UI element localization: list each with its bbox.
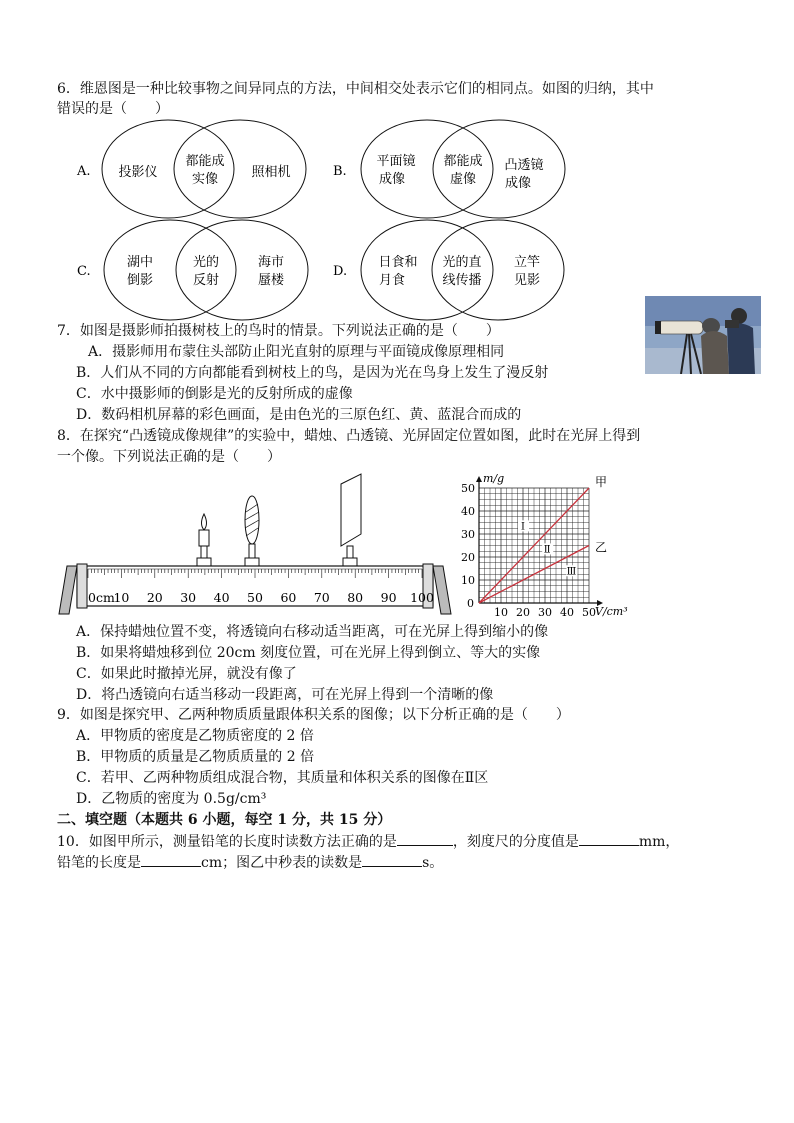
q9-option-b: B．甲物质的质量是乙物质质量的 2 倍: [76, 749, 315, 765]
q8-stem-line1: 8．在探究“凸透镜成像规律”的实验中，蜡烛、凸透镜、光屏固定位置如图，此时在光屏上得到: [57, 428, 641, 444]
y-tick-label: 30: [461, 528, 475, 541]
ruler-label: 20: [146, 590, 163, 605]
q10-line1-part-a: 10．如图甲所示，测量铅笔的长度时读数方法正确的是: [57, 834, 397, 850]
origin-label: 0: [467, 597, 474, 610]
venn-a-letter: A.: [77, 164, 91, 179]
q6-stem-line1: 6．维恩图是一种比较事物之间异同点的方法，中间相交处表示它们的相同点。如图的归纳，其中: [57, 81, 654, 97]
q10-blank-1[interactable]: [397, 831, 453, 846]
q10-line1-part-b: ，刻度尺的分度值是: [452, 834, 579, 850]
x-tick-label: 50: [582, 606, 596, 619]
q7-option-d: D．数码相机屏幕的彩色画面，是由色光的三原色红、黄、蓝混合而成的: [76, 407, 522, 423]
venn-d-middle-text-2: 线传播: [442, 273, 482, 288]
candle-flame: [202, 514, 207, 530]
section-2-title: 二、填空题（本题共 6 小题，每空 1 分，共 15 分）: [57, 812, 392, 828]
venn-b-left-circle: [361, 120, 493, 218]
venn-b-middle-text-2: 虚像: [449, 172, 477, 187]
optical-bench-diagram: [55, 470, 455, 620]
ruler-label: 70: [313, 590, 330, 605]
q10-line2-part-b: cm；图乙中秒表的读数是: [201, 855, 363, 871]
q6-stem-line2: 错误的是（ ）: [57, 101, 169, 117]
ruler-label: 10: [113, 590, 130, 605]
venn-a-middle-text-1: 都能成: [185, 154, 225, 169]
q10-blank-4[interactable]: [362, 852, 422, 867]
q9-stem: 9．如图是探究甲、乙两种物质质量跟体积关系的图像；以下分析正确的是（ ）: [57, 707, 570, 723]
venn-c-letter: C.: [77, 264, 91, 279]
q7-option-b: B．人们从不同的方向都能看到树枝上的鸟，是因为光在鸟身上发生了漫反射: [76, 365, 549, 381]
venn-d-left-text-1: 日食和: [378, 255, 418, 270]
q8-option-c: C．如果此时撤掉光屏，就没有像了: [76, 666, 297, 682]
venn-d-right-text-1: 立竿: [513, 255, 541, 270]
venn-b-letter: B.: [333, 164, 347, 179]
y-tick-label: 50: [461, 482, 475, 495]
q9-option-c: C．若甲、乙两种物质组成混合物，其质量和体积关系的图像在Ⅱ区: [76, 770, 489, 786]
y-axis-arrow: [476, 476, 482, 482]
venn-a-right-text: 照相机: [251, 165, 291, 180]
venn-b: [333, 120, 565, 218]
x-tick-label: 20: [516, 606, 530, 619]
ruler-label: 90: [380, 590, 397, 605]
q8-stem-line2: 一个像。下列说法正确的是（ ）: [57, 449, 281, 465]
venn-c-left-circle: [104, 220, 236, 320]
venn-c-right-text-2: 蜃楼: [257, 273, 285, 288]
venn-a-left-text: 投影仪: [118, 165, 158, 180]
q7-stem: 7．如图是摄影师拍摄树枝上的鸟时的情景。下列说法正确的是（ ）: [57, 323, 500, 339]
q10-line2-part-c: s。: [422, 855, 444, 871]
y-tick-label: 40: [461, 505, 475, 518]
q9-option-d: D．乙物质的密度为 0.5g/cm³: [76, 791, 267, 807]
venn-d-left-text-2: 月食: [378, 273, 406, 288]
venn-c-left-text-2: 倒影: [126, 273, 154, 288]
venn-d-right-text-2: 见影: [513, 273, 541, 288]
q7-option-a: A．摄影师用布蒙住头部防止阳光直射的原理与平面镜成像原理相同: [88, 344, 505, 360]
region-label: Ⅰ: [521, 521, 525, 533]
y-tick-label: 10: [461, 574, 475, 587]
venn-d-right-circle: [432, 220, 564, 320]
venn-d-left-circle: [361, 220, 493, 320]
region-label: Ⅱ: [543, 544, 551, 556]
mass-volume-chart: [455, 470, 635, 620]
x-tick-label: 40: [560, 606, 574, 619]
venn-d-middle-text-1: 光的直: [442, 255, 482, 270]
ruler-label: 50: [247, 590, 263, 605]
q8-option-d: D．将凸透镜向右适当移动一段距离，可在光屏上得到一个清晰的像: [76, 687, 494, 703]
venn-b-right-text-2: 成像: [504, 176, 532, 191]
venn-b-left-text-2: 成像: [378, 172, 406, 187]
x-axis-label: V/cm³: [595, 605, 628, 618]
q8-option-a: A．保持蜡烛位置不变，将透镜向右移动适当距离，可在光屏上得到缩小的像: [76, 624, 549, 640]
x-tick-label: 30: [538, 606, 552, 619]
photographer-photo: [645, 296, 761, 374]
venn-c-right-text-1: 海市: [257, 255, 285, 270]
ruler-label: 80: [347, 590, 364, 605]
ruler-label: 0cm: [88, 590, 115, 605]
venn-b-left-text-1: 平面镜: [376, 154, 416, 169]
series-label: 甲: [595, 475, 608, 489]
ruler-label: 40: [213, 590, 230, 605]
convex-lens: [245, 496, 259, 544]
venn-c-middle-text-1: 光的: [192, 255, 220, 270]
venn-b-right-text-1: 凸透镜: [504, 158, 544, 173]
venn-c-left-text-1: 湖中: [126, 255, 154, 270]
series-label: 乙: [595, 540, 608, 555]
q10-line1: [57, 831, 679, 852]
venn-d: [333, 220, 564, 320]
q10-line2: [57, 852, 443, 873]
ruler-label: 100: [410, 590, 434, 605]
venn-c-right-circle: [176, 220, 308, 320]
venn-c: [77, 220, 308, 320]
light-screen: [341, 474, 361, 546]
y-tick-label: 20: [461, 551, 475, 564]
venn-a-middle-text-2: 实像: [191, 172, 219, 187]
q10-line1-part-c: mm，: [638, 834, 680, 850]
ruler-label: 30: [180, 590, 197, 605]
q8-option-b: B．如果将蜡烛移到位 20cm 刻度位置，可在光屏上得到倒立、等大的实像: [76, 645, 541, 661]
venn-a: [76, 120, 306, 218]
venn-c-middle-text-2: 反射: [192, 273, 220, 288]
venn-d-letter: D.: [333, 264, 348, 279]
venn-b-right-circle: [433, 120, 565, 218]
q10-line2-part-a: 铅笔的长度是: [57, 855, 141, 871]
venn-b-middle-text-1: 都能成: [443, 154, 483, 169]
q10-blank-3[interactable]: [141, 852, 201, 867]
y-axis-label: m/g: [483, 472, 505, 485]
q7-option-c: C．水中摄影师的倒影是光的反射所成的虚像: [76, 386, 353, 402]
region-label: Ⅲ: [566, 566, 577, 578]
q10-blank-2[interactable]: [579, 831, 639, 846]
ruler-label: 60: [280, 590, 297, 605]
candle: [199, 530, 209, 546]
q9-option-a: A．甲物质的密度是乙物质密度的 2 倍: [76, 728, 314, 744]
x-tick-label: 10: [494, 606, 508, 619]
